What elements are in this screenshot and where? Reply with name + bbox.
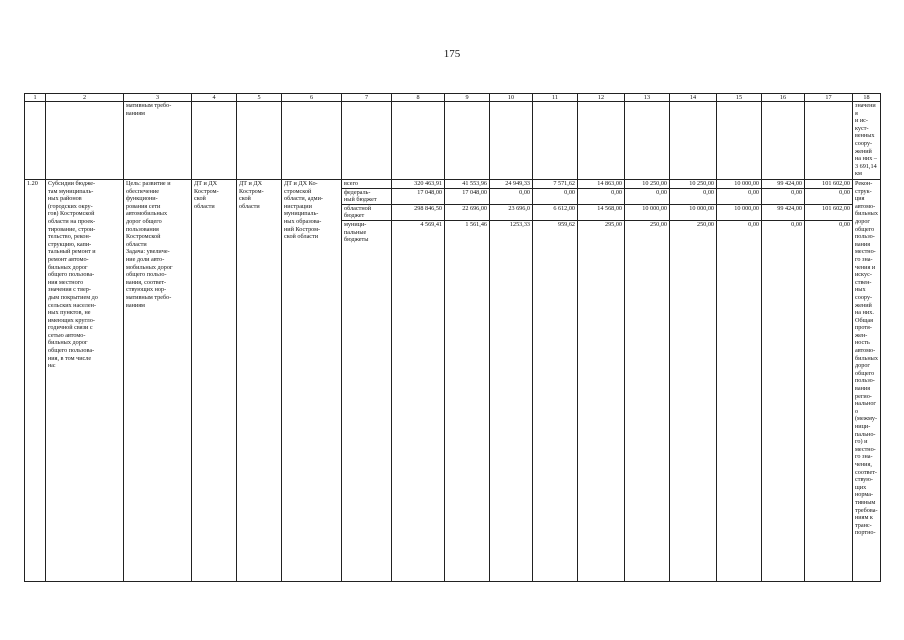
col-header: 2: [46, 94, 124, 102]
value-column: [670, 180, 717, 582]
amount-cell: 1253,33: [509, 220, 530, 228]
amount-cell: 101 602,00: [805, 180, 852, 189]
funding-sources: [342, 180, 392, 582]
value-column: [625, 180, 670, 582]
column-number-row: [25, 94, 881, 102]
amount-cell: 17 048,00: [445, 189, 489, 205]
amount-cell: 17 048,00: [392, 189, 444, 205]
amount-cell: 298 846,50: [392, 205, 444, 221]
amount-cell: 10 000,00: [625, 205, 669, 221]
amount-cell: 0,00: [533, 189, 577, 205]
goal-task: Цель: развитие и обеспечение функциони- рования сети автомобильных дорог общего пользования Костромской области Задача: увеличе- ние доли авто- мобильных дорог общего пользо- вания, соответ- ствующих нор- мативным требо- ваниям: [124, 180, 192, 582]
amount-cell: 0,00: [748, 220, 759, 228]
col-header: 9: [445, 94, 490, 102]
amount-cell: 22 696,00: [445, 205, 489, 221]
col-header: 6: [282, 94, 342, 102]
amount-cell: 1 561,46: [465, 220, 487, 228]
source-label: всего: [342, 180, 391, 189]
measure-name: Субсидии бюдже- там муниципаль- ных районов (городских окру- гов) Костромской области на проек- тирование, строи- тельство, рекон- струкцию, капи- тальный ремонт и ремонт автомо- бильных дорог общего пользова- ния местного значения с твер- дым покрытием до сельских населен- ных пунктов, не имеющих кругло- годичной связи с сетью автомо- бильных дорог общего пользова- ния, в том числе на:: [46, 180, 124, 582]
col-header: 12: [578, 94, 625, 102]
amount-cell: 295,00: [604, 220, 622, 228]
row-number: 1.20: [25, 180, 46, 582]
amount-cell: 24 949,33: [490, 180, 532, 189]
value-column: [762, 180, 805, 582]
table-row: [25, 180, 881, 582]
col-header: 4: [192, 94, 237, 102]
amount-cell: 101 602,00: [805, 205, 852, 221]
co-executor: ДТ и ДХ Костром- ской области: [237, 180, 282, 582]
amount-cell: 10 000,00: [717, 205, 761, 221]
expected-result: Рекон- струк- ция автомо- бильных дорог общего пользо- вания местно- го зна- чения и искус- ствен- ных соору- жений на них. Общая протя- жен- ность автомо- бильных дорог общего пользо- вания регио- нального (межму- ници- пально- го) и местно- го зна- чения, соответ- ствую- щих норма- тивным требова- ниям к транс- портно-: [853, 180, 881, 582]
source-label: муници- пальные бюджеты: [344, 220, 369, 244]
page-number: 175: [443, 48, 461, 60]
col-header: 14: [670, 94, 717, 102]
amount-cell: 23 696,0: [490, 205, 532, 221]
col-header: 10: [490, 94, 533, 102]
value-column: [805, 180, 853, 582]
value-column: [490, 180, 533, 582]
col-header: 15: [717, 94, 762, 102]
participants: ДТ и ДХ Ко- стромской области, адми- нистрации муниципаль- ных образова- ний Костром- ской области: [282, 180, 342, 582]
value-column: [445, 180, 490, 582]
amount-cell: 0,00: [717, 189, 761, 205]
amount-cell: 7 571,62: [533, 180, 577, 189]
value-column: [578, 180, 625, 582]
col-header: 11: [533, 94, 578, 102]
responsible-executor: ДТ и ДХ Костром- ской области: [192, 180, 237, 582]
amount-cell: 320 463,91: [392, 180, 444, 189]
amount-cell: 6 612,00: [533, 205, 577, 221]
value-column: [533, 180, 578, 582]
value-column: [717, 180, 762, 582]
continuation-row: [25, 102, 881, 180]
amount-cell: 250,00: [649, 220, 667, 228]
amount-cell: 14 863,00: [578, 180, 624, 189]
value-column: [392, 180, 445, 582]
amount-cell: 10 250,00: [670, 180, 716, 189]
cont-goal-text: мативным требо- ваниям: [124, 102, 192, 180]
source-label: федераль- ный бюджет: [342, 189, 391, 205]
amount-cell: 0,00: [670, 189, 716, 205]
amount-cell: 0,00: [490, 189, 532, 205]
program-table: [24, 93, 881, 582]
col-header: 18: [853, 94, 881, 102]
amount-cell: 14 568,00: [578, 205, 624, 221]
amount-cell: 99 424,00: [762, 180, 804, 189]
amount-cell: 0,00: [791, 220, 802, 228]
amount-cell: 0,00: [839, 220, 850, 228]
amount-cell: 41 553,96: [445, 180, 489, 189]
amount-cell: 99 424,00: [762, 205, 804, 221]
amount-cell: 959,62: [557, 220, 575, 228]
amount-cell: 10 000,00: [717, 180, 761, 189]
source-label: областной бюджет: [342, 205, 391, 221]
col-header: 8: [392, 94, 445, 102]
col-header: 3: [124, 94, 192, 102]
amount-cell: 0,00: [762, 189, 804, 205]
amount-cell: 0,00: [578, 189, 624, 205]
amount-cell: 250,00: [696, 220, 714, 228]
amount-cell: 10 000,00: [670, 205, 716, 221]
amount-cell: 4 569,41: [420, 220, 442, 228]
col-header: 1: [25, 94, 46, 102]
amount-cell: 10 250,00: [625, 180, 669, 189]
col-header: 17: [805, 94, 853, 102]
amount-cell: 0,00: [625, 189, 669, 205]
col-header: 5: [237, 94, 282, 102]
amount-cell: 0,00: [805, 189, 852, 205]
col-header: 16: [762, 94, 805, 102]
col-header: 7: [342, 94, 392, 102]
col-header: 13: [625, 94, 670, 102]
cont-result-text: значения и ис- куст- венных соору- жений на них – 3 691,14 км: [853, 102, 881, 180]
